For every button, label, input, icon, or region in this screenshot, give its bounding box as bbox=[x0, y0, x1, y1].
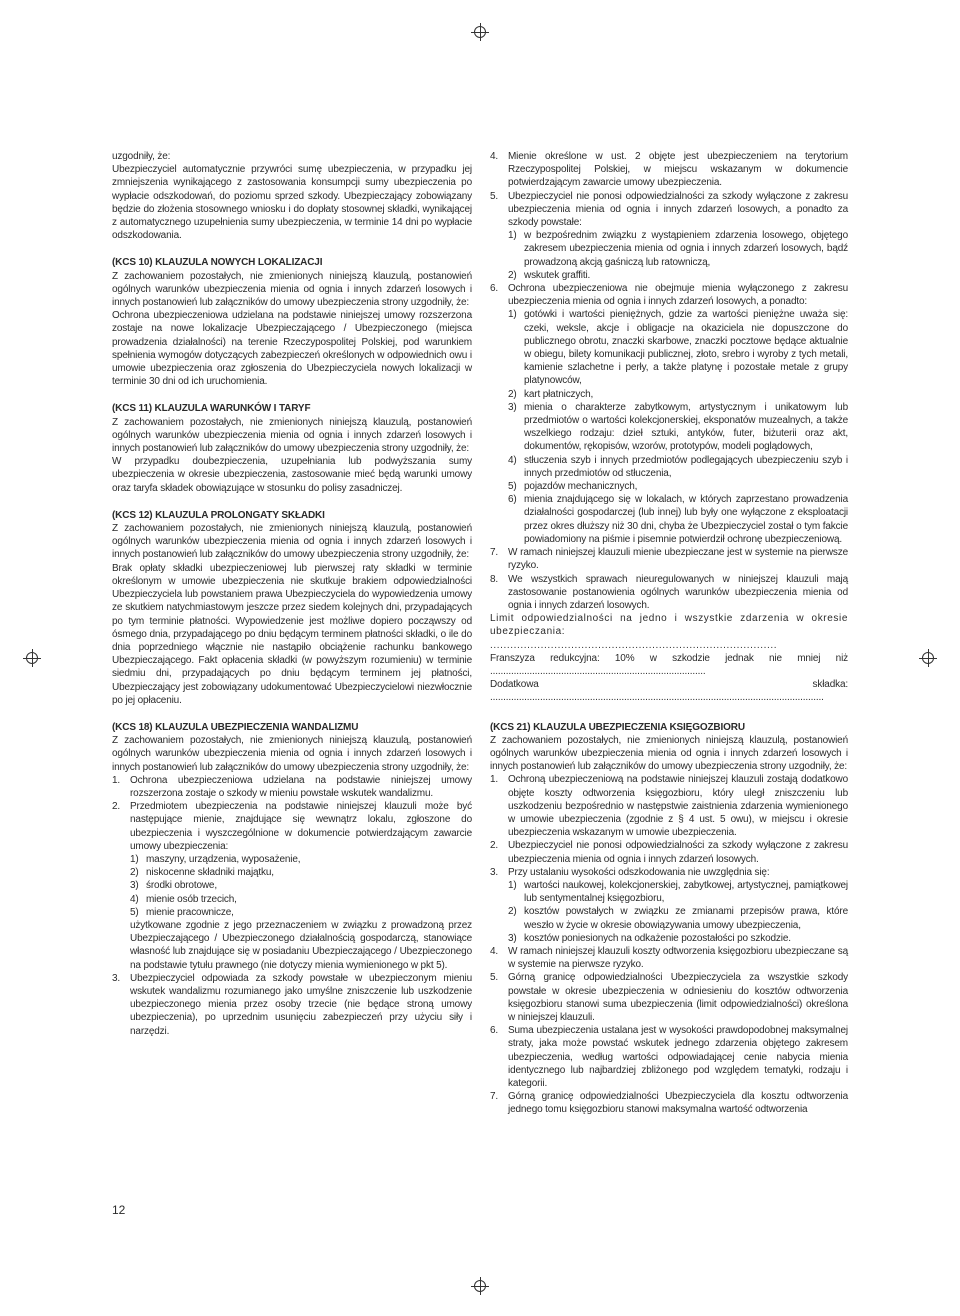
sub-list-item: 2) kart płatniczych, bbox=[508, 388, 594, 400]
sub-list-item: 1) gotówki i wartości pieniężnych, gdzie za wartości pieniężne uważa się: czeki, weksle, akcje i obligacje na okaziciela nie dopuszczone do publicznego obrotu, znaczki skarbowe, znaczki pocztowe będące aktualnie w obiegu, bilety komunikacji publicznej, złoto, srebro i wyroby z tych metali, kamienie szlachetne i perły, a także platynę i pozostałe metale z grupy platynowców, bbox=[508, 309, 848, 387]
sub-list-item: 1) maszyny, urządzenia, wyposażenie, bbox=[130, 853, 301, 865]
kcs10-intro: Z zachowaniem pozostałych, nie zmienionych niniejszą klauzulą, postanowień ogólnych warunków ubezpieczenia mienia od ognia i innych zdarzeń losowych i innych postanowień lub załączników do umowy ubezpieczenia strony uzgodniły, że: bbox=[112, 270, 472, 309]
kcs18-intro: Z zachowaniem pozostałych, nie zmienionych niniejszą klauzulą, postanowień ogólnych warunków ubezpieczenia mienia od ognia i innych zdarzeń losowych i innych postanowień lub załączników do umowy ubezpieczenia strony uzgodniły, że: bbox=[112, 735, 472, 773]
sub-list-item: 1) wartości naukowej, kolekcjonerskiej, zabytkowej, artystycznej, pamiątkowej lub sentymentalnej księgozbioru, bbox=[508, 879, 848, 905]
sub-list-item: 2) wskutek graffiti. bbox=[508, 269, 591, 281]
list-item: 8. We wszystkich sprawach nieuregulowanych w niniejszej klauzuli mają zastosowanie postanowienia ogólnych warunków ubezpieczenia mienia od ognia i innych zdarzeń losowych. bbox=[490, 573, 848, 611]
sub-list-item: 3) środki obrotowe, bbox=[130, 880, 217, 892]
list-item: 2. Przedmiotem ubezpieczenia na podstawie niniejszej klauzuli może być następujące mienie, znajdujące się wewnątrz lokalu, zgłoszone do ubezpieczenia i wyszczególnione w dokumencie potwierdzającym zawarcie umowy ubezpieczenia: 1) maszyny, urządzenia, wyposażenie, 2) niskocenne składniki majątku, 3) środki obrotowe, 4) mienie osób trzecich, 5) mienie pracownicze, użytkowane zgodnie z jego przeznaczeniem w związku z prowadzoną przez Ubezpieczającego / Ubezpieczonego działalnością gospodarczą, stanowiące własność lub znajdujące się w posiadaniu Ubezpieczającego / Ubezpieczonego na podstawie tytułu prawnego (nie dotyczy mienia wymienionego w pkt 5). bbox=[112, 801, 472, 971]
list-item: 4. W ramach niniejszej klauzuli koszty odtworzenia księgozbioru ubezpieczane są w systemie na pierwsze ryzyko. bbox=[490, 945, 848, 971]
sub-list-item: 1) w bezpośrednim związku z wystąpieniem zdarzenia losowego, objętego zakresem ubezpieczenia mienia od ognia i innych zdarzeń losowych, bądź prowadzoną akcją gaśniczą lub ratowniczą, bbox=[508, 230, 848, 268]
kcs11-text: W przypadku doubezpieczenia, uzupełniania lub podwyższania sumy ubezpieczenia w okresie ubezpieczenia, zastosowanie mieć będą warunki umowy oraz taryfa składek obowiązujące w stosunku do polisy zasadniczej. bbox=[112, 456, 472, 494]
list-item: 1. Ochroną ubezpieczeniową na podstawie niniejszej klauzuli zostają dodatkowo objęte koszty odtworzenia księgozbioru, który uległ zniszczeniu lub uszkodzeniu bezpośrednio w następstwie zaistnienia zdarzenia wymienionego w umowie ubezpieczenia (zgodnie z § 4 ust. 5 owu), w miejscu i okresie ubezpieczenia wskazanym w umowie ubezpieczenia. bbox=[490, 774, 848, 839]
kcs12-intro: Z zachowaniem pozostałych, nie zmienionych niniejszą klauzulą, postanowień ogólnych warunków ubezpieczenia mienia od ognia i innych zdarzeń losowych i innych postanowień lub załączników do umowy ubezpieczenia strony uzgodniły, że: bbox=[112, 523, 472, 561]
registration-mark-left bbox=[26, 652, 38, 664]
list-item: 1. Ochrona ubezpieczeniowa udzielana na podstawie niniejszej umowy rozszerzona zostaje o szkody w mieniu powstałe wskutek wandalizmu. bbox=[112, 774, 472, 799]
list-item: 5. Górną granicę odpowiedzialności Ubezpieczyciela za wszystkie szkody powstałe w okresie ubezpieczenia w odniesieniu do kosztów odtworzenia księgozbioru stanowi suma ubezpieczenia (limit odpowiedzialności) określona w niniejszej klauzuli. bbox=[490, 972, 848, 1023]
kcs21-intro: Z zachowaniem pozostałych, nie zmienionych niniejszą klauzulą, postanowień ogólnych warunków ubezpieczenia mienia od ognia i innych zdarzeń losowych i innych postanowień lub załączników do umowy ubezpieczenia strony uzgodniły, że: bbox=[490, 734, 848, 773]
list-item: 4. Mienie określone w ust. 2 objęte jest ubezpieczeniem na terytorium Rzeczypospolitej Polskiej, w miejscu wskazanym w dokumencie potwierdzającym zawarcie umowy ubezpieczenia. bbox=[490, 151, 848, 189]
left-column bbox=[112, 150, 472, 1038]
registration-mark-bottom bbox=[474, 1280, 486, 1292]
list-item: 7. W ramach niniejszej klauzuli mienie ubezpieczane jest w systemie na pierwsze ryzyko. bbox=[490, 547, 848, 572]
list-item: 7. Górną granicę odpowiedzialności Ubezpieczyciela dla kosztu odtworzenia jednego tomu księgozbioru stanowi maksymalna wartość odtworzenia bbox=[490, 1091, 848, 1116]
limit-line: Limit odpowiedzialności na jedno i wszystkie zdarzenia w okresie ubezpieczania: ..................................................................................... bbox=[490, 613, 848, 651]
list-item: 3. Przy ustalaniu wysokości odszkodowania nie uwzględnia się: 1) wartości naukowej, kolekcjonerskiej, zabytkowej, artystycznej, pamiątkowej lub sentymentalnej księgozbioru, 2) kosztów powstałych w związku ze zmianami przepisów prawa, które weszło w życie w okresie obowiązywania umowy ubezpieczenia, 3) kosztów poniesionych na odkażenie pozostałości po szkodzie. bbox=[490, 866, 848, 944]
kcs11-title: (KCS 11) KLAUZULA WARUNKÓW I TARYF bbox=[112, 403, 311, 415]
registration-mark-right bbox=[922, 652, 934, 664]
sub-list-item: 5) mienie pracownicze, bbox=[130, 906, 234, 918]
list-item: 6. Ochrona ubezpieczeniowa nie obejmuje mienia wyłączonego z zakresu ubezpieczenia mienia od ognia i innych zdarzeń losowych, a ponadto: 1) gotówki i wartości pieniężnych, gdzie za wartości pieniężne uważa się: czeki, weksle, akcje i obligacje na okaziciela nie dopuszczone do publicznego obrotu, znaczki skarbowe, znaczki pocztowe będące aktualnie w obiegu, bilety komunikacji publicznej, złoto, srebro i wyroby z tych metali, kamienie szlachetne i perły, a także platynę i pozostałe metale z grupy platynowców, 2) kart płatniczych, 3) mienia o charakterze zabytkowym, artystycznym i unikatowym lub przedmiotów o wartości kolekcjonerskiej, eksponatów muzealnych, a także wszelkiego rodzaju: dzieł sztuki, antyków, futer, biżuterii oraz akt, dokumentów, rękopisów, wzorów, prototypów, modeli poglądowych, 4) stłuczenia szyb i innych przedmiotów podlegających ubezpieczeniu szyb i innych przedmiotów od stłuczenia, 5) pojazdów mechanicznych, 6) mienia znajdującego się w lokalach, w których zaprzestano prowadzenia działalności gospodarczej (lub innej) lub były one wyłączone z eksploatacji przez okres dłuższy niż 30 dni, chyba że Ubezpieczyciel został o tym fakcie powiadomiony na piśmie i pisemnie potwierdził ochronę ubezpieczeniową. bbox=[490, 283, 848, 545]
list-item: 3. Ubezpieczyciel odpowiada za szkody powstałe w ubezpieczonym mieniu wskutek wandalizmu rozumianego jako umyślne zniszczenie lub uszkodzenie ubezpieczonego mienia przez osoby trzecie (nie będące stroną umowy ubezpieczenia), po uprzednim usunięciu zabezpieczeń przy użyciu siły i narzędzi. bbox=[112, 972, 472, 1037]
kcs18-list-continued bbox=[490, 150, 848, 612]
list-item: 5. Ubezpieczyciel nie ponosi odpowiedzialności za szkody wyłączone z zakresu ubezpieczenia mienia od ognia i innych zdarzeń losowych, a ponadto za szkody powstałe: 1) w bezpośrednim związku z wystąpieniem zdarzenia losowego, objętego zakresem ubezpieczenia mienia od ognia i innych zdarzeń losowych, bądź prowadzoną akcją gaśniczą lub ratowniczą, 2) wskutek graffiti. bbox=[490, 190, 848, 281]
sub-list-item: 3) mienia o charakterze zabytkowym, artystycznym i unikatowym lub przedmiotów o wartości kolekcjonerskiej, eksponatów muzealnych, a także wszelkiego rodzaju: dzieł sztuki, antyków, futer, biżuterii oraz akt, dokumentów, rękopisów, wzorów, prototypów, modeli poglądowych, bbox=[508, 401, 848, 453]
intro-lead: uzgodniły, że: bbox=[112, 151, 171, 162]
sub-list-item: 4) stłuczenia szyb i innych przedmiotów podlegających ubezpieczeniu szyb i innych przedmiotów od stłuczenia, bbox=[508, 454, 848, 479]
kcs21-list bbox=[490, 773, 848, 1116]
kcs10-text: Ochrona ubezpieczeniowa udzielana na podstawie niniejszej umowy rozszerzona zostaje na nowe lokalizacje Ubezpieczającego / Ubezpieczonego (miejsca prowadzenia działalności) na terenie Rzeczypospolitej Polskiej, pod warunkiem spełnienia wymogów dotyczących zabezpieczeń określonych w odpowiednich owu i umowie ubezpieczenia oraz zgłoszenia do Ubezpieczyciela nowych lokalizacji w terminie 30 dni od ich uruchomienia. bbox=[112, 310, 472, 388]
kcs12-text: Brak opłaty składki ubezpieczeniowej lub pierwszej raty składki w terminie określonym w umowie ubezpieczenia nie skutkuje brakiem odpowiedzialności Ubezpieczyciela lub powstaniem prawa Ubezpieczyciela do wypowiedzenia umowy ze skutkiem natychmiastowym jeszcze przez siedem kolejnych dni, przypadających po tym terminie płatności. Wypowiedzenie jest możliwe dopiero począwszy od ósmego dnia, przypadającego po dniu będącym terminem płatności składki, o ile do dnia poprzedniego włącznie nie nastąpiło obciążenie rachunku bankowego Ubezpieczającego. Fakt opłacenia składki (w powyższym rozumieniu) w terminie siedmiu dni, przypadających po dniu będącym terminem jej płatności, Ubezpieczający jest zobowiązany udokumentować Ubezpieczycielowi niezwłocznie po jej opłaceniu. bbox=[112, 562, 472, 706]
kcs10-title: (KCS 10) KLAUZULA NOWYCH LOKALIZACJI bbox=[112, 257, 323, 269]
dodatkowa-line: Dodatkowa składka: ............................................................................................................................... bbox=[490, 679, 848, 704]
kcs18-list bbox=[112, 774, 472, 1038]
kcs18-title: (KCS 18) KLAUZULA UBEZPIECZENIA WANDALIZMU bbox=[112, 721, 359, 733]
sub-list-item: 5) pojazdów mechanicznych, bbox=[508, 481, 638, 493]
sub-list-item: 4) mienie osób trzecich, bbox=[130, 893, 237, 905]
sub-list-item: 3) kosztów poniesionych na odkażenie pozostałości po szkodzie. bbox=[508, 932, 791, 944]
kcs11-intro: Z zachowaniem pozostałych, nie zmienionych niniejszą klauzulą, postanowień ogólnych warunków ubezpieczenia mienia od ognia i innych zdarzeń losowych i innych postanowień lub załączników do umowy ubezpieczenia strony uzgodniły, że: bbox=[112, 416, 472, 455]
kcs21-title: (KCS 21) KLAUZULA UBEZPIECZENIA KSIĘGOZBIORU bbox=[490, 721, 745, 733]
page-number: 12 bbox=[112, 1203, 126, 1217]
intro-text: Ubezpieczyciel automatycznie przywróci sumę ubezpieczenia, w przypadku jej zmniejszenia wynikającego z zastosowania konsumpcji sumy ubezpieczenia po wypłacie odszkodowań, do poziomu sprzed szkody. Ubezpieczający zobowiązany będzie do złożenia stosownego wniosku i do dopłaty stosownej składki, wynikającej z automatycznego uzupełnienia sumy ubezpieczenia, w terminie 14 dni po wypłacie odszkodowania. bbox=[112, 164, 472, 242]
registration-mark-top bbox=[474, 26, 486, 38]
franszyza-line: Franszyza redukcyjna: 10% w szkodzie jednak nie mniej niż .................................................................................. bbox=[490, 652, 848, 677]
list-item: 6. Suma ubezpieczenia ustalana jest w wysokości prawdopodobnej maksymalnej straty, jaka może powstać wskutek jednego zdarzenia objętego zakresem ubezpieczenia, według wartości odpowiadającej cenie nabycia mienia identycznego lub najbardziej zbliżonego pod względem tematyki, rodzaju i kategorii. bbox=[490, 1025, 848, 1090]
sub-list-item: 2) niskocenne składniki majątku, bbox=[130, 867, 274, 879]
kcs12-title: (KCS 12) KLAUZULA PROLONGATY SKŁADKI bbox=[112, 509, 325, 521]
sub-list-item: 2) kosztów powstałych w związku ze zmianami przepisów prawa, które weszło w życie w okresie obowiązywania umowy ubezpieczenia, bbox=[508, 906, 848, 931]
right-column bbox=[490, 150, 848, 1117]
list-item: 2. Ubezpieczyciel nie ponosi odpowiedzialności za szkody wyłączone z zakresu ubezpieczenia mienia od ognia i innych zdarzeń losowych. bbox=[490, 840, 848, 865]
sub-list-item: 6) mienia znajdującego się w lokalach, w których zaprzestano prowadzenia działalności gospodarczej (lub innej) lub były one wyłączone z eksploatacji przez okres dłuższy niż 30 dni, chyba że Ubezpieczyciel został o tym fakcie powiadomiony na piśmie i pisemnie potwierdził ochronę ubezpieczeniową. bbox=[508, 494, 848, 545]
